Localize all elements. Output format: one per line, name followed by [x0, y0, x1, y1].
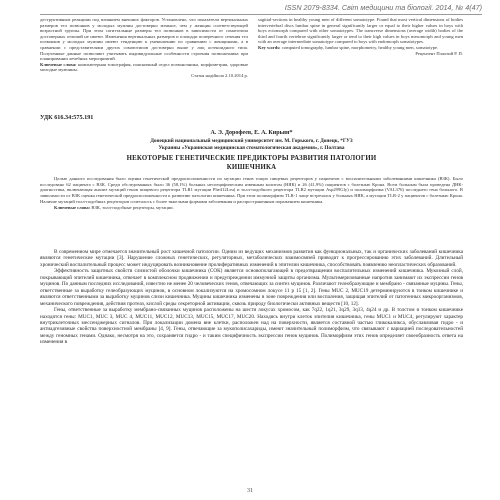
- abstract-text: Целью данного исследования было оценка генетической предрасположенности по мутации генов тощих пищевых рецепторов у пациентов с воспалительными заболеваниями кишечника (ВЗК). Было исследовано 62 пациента с ВЗК. Среди обследованных было 36 (58,1%) больных неспецифическим язвенным колитом (НЯК) и 26 (41,9%) пациентов с болезнью Крона. Всем больным была проведена ДНК-диагностика, включающая анализ мутаций генов пищевого рецептора TLR1 мутации Phe412Leu) и толл-подобного рецептора TLR2 мутации Asp299Gly) и полиморфизма (VAL376) последнего гена больного. В зависимости от ВЗК оценка генетической предрасположенности к развитию патологии кишечника. При этом полиморфизм TLR-1 чаще встречался у больных НЯК, а мутации TLR-2 у пациентов с болезнью Крона. Наличие мутаций толл-подобных рецепторов сочеталось с более тяжелыми формами заболевания и распространенным поражением кишечника.: [40, 176, 463, 204]
- right-keywords-text: computed tomography, lumbar spine, morphometry, healthy young men, somatotype.: [281, 44, 439, 50]
- affiliation-line-2: Украины «Украинская медицинская стоматологическая академия», г. Полтава: [158, 144, 345, 151]
- affiliation-line-1: Донецкий национальный медицинский университет им. М. Горького, г. Донецк, *ГУЗ: [150, 138, 353, 144]
- body-paragraph: Эффективность защитных свойств слизистой оболочки кишечника (СОК) является основополагающей в предотвращении воспалительных изменений кишечника. Мукозный слой, покрывающий эпителий кишечника, отвечает в комплексном продвижении и предупреждении иммунной защиты организма. Мультимеризованные напротив занимают их экспрессии генов муцинов. По данным последних исследований, известно не менее 20 человеческих генов, отвечающих за синтез муцинов. Различают гелеобразующие и мембрано - связанные муцины. Гены, ответственные за выработку гелеобразующих муцинов, в основном локализуются на хромосомном локусе 11 p 15 [1, 2]. Гены MUC 2, MUC19 детерминируются в тонком кишечнике и являются ответственными за выработку муцинов слизи кишечника. Муцины кишечника изменены в зоне повреждения или воспаления, защищая эпителий от патогенных микроорганизмов, механического повреждения, действия протеаз, кислой среды секреторной активации, сквозь природу биологически активных веществ [10, 12].: [40, 268, 463, 307]
- right-column-text: sagittal-sections in healthy young men of different somatotype. Found that most vertical dimensions of bodies intervertebral discs lumbar spine in general significantly larger or equal to their higher values in boys with boys ectomorph compared with other somatotypes. The transverse dimensions (average width) bodies of the third and fourth vertebrae significantly larger or tend to their high values in boys mesomorph and young men with an average intermediate somatotype compared to boys with endomorph somatotypes.: [258, 17, 463, 45]
- body-paragraph: В современном мире отмечается значительный рост кишечной патологии. Одним из ведущих механизмов развития как функциональных, так и органических заболеваний кишечника являются генетические мутации [3]. Нарушение сложных генетических, регуляторных, метаболических взаимосвязей приводит к прогрессированию этих заболеваний. Длительный хронический воспалительный процесс может индуцировать возникновение пролиферативных изменений в эпителии кишечника, способствовать появлению неопластических образований.: [40, 249, 463, 268]
- reviewer-note: Рецензент Плахтий Р. П.: [415, 50, 463, 56]
- left-column-text: деструктивным реакциям под влиянием внешних факторов. Установлено, что показатели вертикальных размеров тел позвонков у молодых мужчин достоверно меньше, чем у женщин соответствующей возрастной группы. При этом сагиттальные размеры тел позвонков в зависимости от соматотипа достоверных отличий не имеют. Изменения вертикальных размеров и площади поперечного сечения тел позвонков у молодых мужчин имеют тенденцию к уменьшению по сравнению с женщинами, а в сравнении с представителями других соматотипов достоверно выше у лиц астеноидного типа. Полученные данные позволяют учитывать индивидуальные особенности строения позвоночника при планировании лечебных мероприятий.: [40, 17, 248, 62]
- left-keywords: [40, 62, 248, 73]
- left-keywords-text: компьютерная томография, поясничный отдел позвоночника, морфометрия, здоровые молодые мужчины.: [40, 61, 248, 73]
- article-body: [40, 249, 463, 346]
- running-head: ISSN 2079-8334. Світ медицини та біології. 2014, № 4(47): [284, 3, 482, 12]
- header-rule: [40, 14, 482, 15]
- title-line-2: КИШЕЧНИКА: [226, 163, 277, 171]
- article-title: [40, 155, 463, 172]
- article-authors: А. Э. Дорофеев, Е. А. Кирьян*: [210, 130, 293, 136]
- abstract-keywords-text: ВЗК, толл-подобные рецепторы, мутации.: [91, 204, 174, 210]
- left-column: [40, 17, 248, 79]
- abstract-keywords-label: Ключевые слова:: [54, 204, 91, 210]
- abstract-keywords: [40, 205, 463, 211]
- body-paragraph: Гены, ответственные за выработку мембрано-связанных муцинов расположены на шести локусах хромосом, как 7q22, 1q21, 3q29, 3q13, 4q24 и др. В толстом и тонком кишечнике находятся гены: MUC1, MUC 3, MUC 4, MUC11, MUC12, MUC13, MUC15, MUC17, MUC20. Находясь внутри клеток эпителия кишечника, гены MUC1 и MUC4, регулируют характер внутриклеточных мессенджерных сигналов. При локализации домена вне клетки, расположен над на поверхности, является составной частью гликокаликса, обуславливая гидро - и антиадгезивные свойства поверхностной мембраны [4, 9]. Гены, отвечающие за мукополисахариды, имеют значительный полиморфизм, что связывают с вариацией последовательностей между геномных генами. Однако, несмотря на это, сохраняется гидро - и таким специфичность экспрессии генов муцинов. Полиморфизм этих генов определяет своеобразность ответа на изменения в: [40, 307, 463, 346]
- right-keywords-label: Key words:: [258, 44, 281, 50]
- received-date: Статья надійшла 2.10.2014 р.: [191, 72, 248, 78]
- page-number: 31: [247, 488, 253, 494]
- right-keywords: [258, 45, 463, 51]
- title-line-1: НЕКОТОРЫЕ ГЕНЕТИЧЕСКИЕ ПРЕДИКТОРЫ РАЗВИТИЯ ПАТОЛОГИИ: [126, 155, 377, 162]
- udc-code: УДК 616.34:575.191: [40, 114, 94, 121]
- left-keywords-label: Ключевые слова:: [40, 61, 77, 67]
- abstract: [40, 176, 463, 210]
- article-affiliation: [40, 138, 463, 151]
- right-column: [258, 17, 463, 56]
